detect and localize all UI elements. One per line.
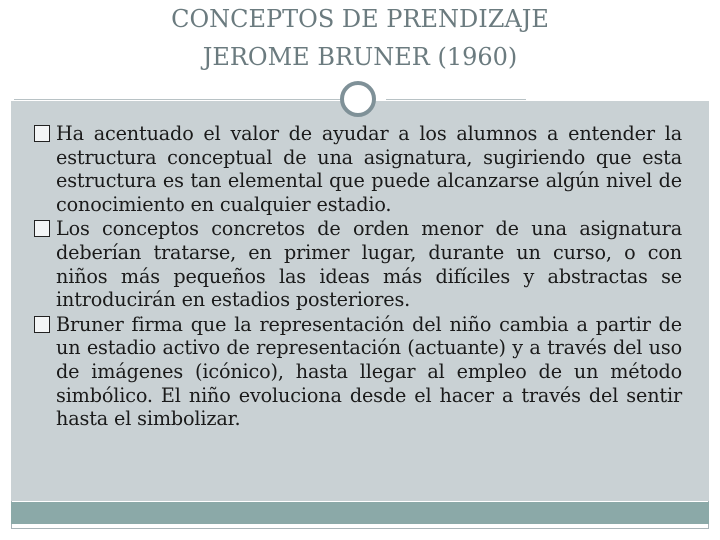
divider-line-right <box>386 99 526 100</box>
square-bullet-icon <box>34 316 50 333</box>
circle-ornament-icon <box>340 81 376 117</box>
square-bullet-icon <box>34 220 50 237</box>
bullet-item <box>34 313 682 431</box>
bullet-text: Los conceptos concretos de orden menor de una asignatura deberían tratarse, en primer lugar, durante un curso, o con niños más pequeños las ideas más difíciles y abstractas se introducirán en estadios posteriores. <box>56 217 682 312</box>
square-bullet-icon <box>34 125 50 142</box>
slide-title-line-2: JEROME BRUNER (1960) <box>202 43 518 71</box>
bullet-list <box>34 122 682 432</box>
divider-line-left <box>14 99 342 100</box>
bullet-text: Bruner firma que la representación del niño cambia a partir de un estadio activo de representación (actuante) y a través del uso de imágenes (icónico), hasta llegar al empleo de un método simbólico. El niño evoluciona desde el hacer a través del sentir hasta el simbolizar. <box>56 312 682 431</box>
bullet-item <box>34 122 682 216</box>
slide-title-line-1: CONCEPTOS DE PRENDIZAJE <box>171 5 549 33</box>
bullet-text: Ha acentuado el valor de ayudar a los alumnos a entender la estructura conceptual de una asignatura, sugiriendo que esta estructura es tan elemental que puede alcanzarse algún nivel de conocimiento en cualquier estadio. <box>56 122 682 216</box>
bullet-item <box>34 217 682 311</box>
bottom-accent-bar <box>11 502 709 524</box>
